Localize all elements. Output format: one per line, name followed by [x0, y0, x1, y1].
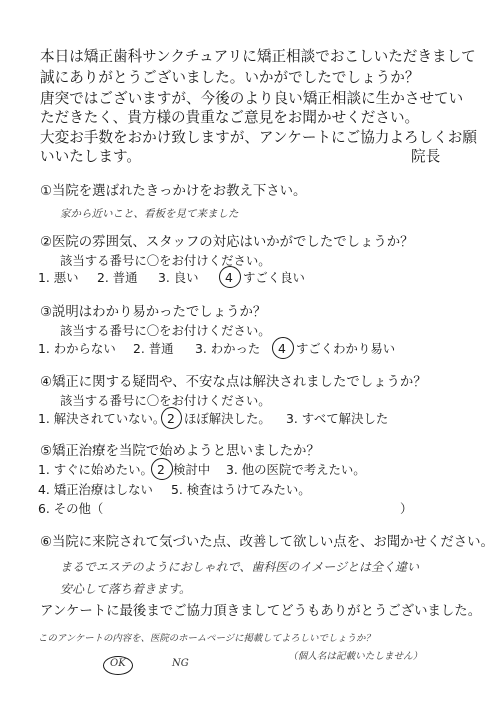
q3-question: ③説明はわかり易かったでしょうか？ — [40, 305, 267, 320]
q2-option-4-label: すごく良い — [243, 270, 305, 285]
q3-option-4-number: 4 — [278, 341, 286, 356]
intro-line-6: いいたします。 — [40, 148, 141, 165]
intro-line-3: 唐突ではございますが、今後のより良い矯正相談に生かさせてい — [40, 90, 464, 107]
q5-option-1: 1. すぐに始めたい。 — [38, 462, 153, 477]
q1-answer: 家から近いこと、看板を見て来ました — [60, 208, 239, 220]
q3-option-1: 1. わからない — [38, 341, 116, 356]
signature: 院長 — [411, 148, 441, 165]
q3-instruction: 該当する番号に〇をお付けください。 — [60, 323, 271, 338]
q2-option-1: 1. 悪い — [38, 270, 79, 285]
consent-ng: NG — [172, 658, 189, 669]
q2-option-3: 3. 良い — [158, 270, 199, 285]
q4-option-1: 1. 解決されていない。 — [38, 411, 166, 426]
q3-option-2: 2. 普通 — [133, 341, 174, 356]
q6-answer-line-1: まるでエステのようにおしゃれで、歯科医のイメージとは全く違い — [60, 560, 420, 574]
q6-question: ⑥当院に来院されて気づいた点、改善して欲しい点を、お聞かせください。 — [40, 535, 494, 550]
q2-instruction: 該当する番号に〇をお付けください。 — [60, 253, 271, 268]
q5-option-6: 6. その他（ — [38, 501, 104, 516]
closing-message: アンケートに最後までご協力頂きましてどうもありがとうございました。 — [40, 604, 482, 619]
consent-ok: OK — [110, 658, 126, 669]
q4-question: ④矯正に関する疑問や、不安な点は解決されましたでしょうか？ — [40, 375, 427, 390]
q1-question: ①当院を選ばれたきっかけをお教え下さい。 — [40, 184, 307, 199]
q3-option-3: 3. わかった — [195, 341, 261, 356]
q5-option-3: 3. 他の医院で考えたい。 — [226, 462, 366, 477]
intro-line-1: 本日は矯正歯科サンクチュアリに矯正相談でおこしいただきまして — [40, 48, 476, 65]
q4-instruction: 該当する番号に〇をお付けください。 — [60, 393, 271, 408]
q5-option-4: 4. 矯正治療はしない — [38, 482, 153, 497]
consent-question: このアンケートの内容を、医院のホームページに掲載してよろしいでしょうか？ — [38, 633, 375, 644]
q3-option-4-label: すごくわかり易い — [296, 341, 396, 356]
q2-option-2: 2. 普通 — [97, 270, 138, 285]
q6-answer-line-2: 安心して落ち着きます。 — [60, 582, 192, 596]
q5-option-5: 5. 検査はうけてみたい。 — [171, 482, 311, 497]
q4-option-2-label: ほぼ解決した。 — [184, 411, 271, 426]
q5-option-2-label: 検討中 — [173, 462, 211, 477]
q5-question: ⑤矯正治療を当院で始めようと思いましたか？ — [40, 444, 320, 459]
q4-option-3: 3. すべて解決した — [286, 411, 389, 426]
q2-question: ②医院の雰囲気、スタッフの対応はいかがでしたでしょうか？ — [40, 235, 414, 250]
intro-line-5: 大変お手数をおかけ致しますが、アンケートにご協力よろしくお願 — [40, 129, 477, 146]
intro-line-4: ただきたく、貴方様の貴重なご意見をお聞かせください。 — [40, 109, 420, 126]
intro-line-2: 誠にありがとうございました。いかがでしたでしょうか？ — [40, 69, 420, 86]
q2-option-4-number: 4 — [225, 270, 233, 285]
consent-note: （個人名は記載いたしません） — [288, 651, 423, 662]
q4-option-2-number: 2 — [167, 411, 175, 426]
q5-option-6-close: ） — [400, 501, 413, 516]
q5-option-2-number: 2 — [157, 462, 165, 477]
